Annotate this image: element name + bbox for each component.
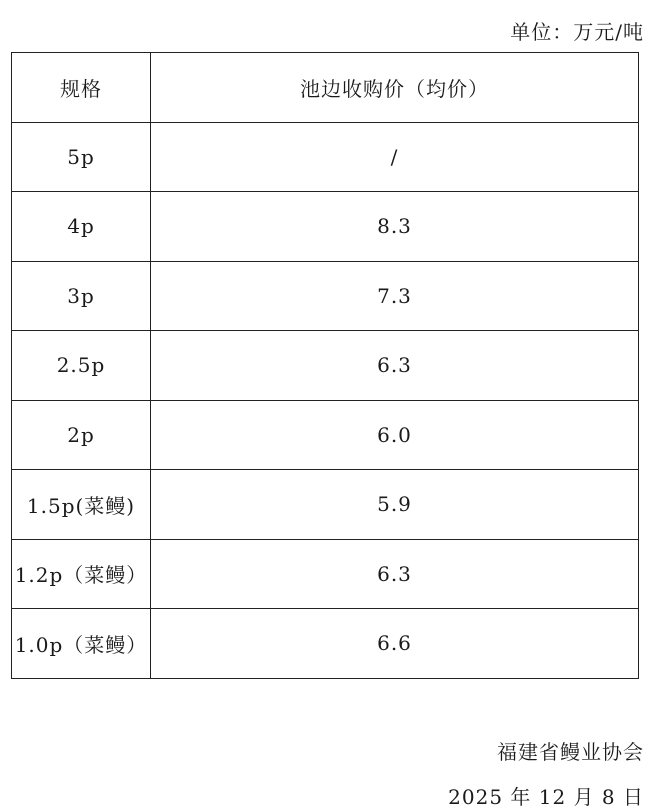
price-table [11,52,639,679]
spec-cell: 4p [12,192,151,262]
price-cell: 7.3 [151,261,639,331]
spec-cell: 2.5p [12,331,151,401]
price-cell: 5.9 [151,470,639,540]
price-cell: 6.3 [151,331,639,401]
table-row [12,539,639,609]
spec-cell: 5p [12,122,151,192]
table-row [12,122,639,192]
price-cell: 6.6 [151,609,639,679]
table-row [12,261,639,331]
issue-date: 2025 年 12 月 8 日 [448,785,644,809]
table-row [12,470,639,540]
header-price: 池边收购价（均价） [151,53,639,123]
spec-cell: 2p [12,400,151,470]
header-spec: 规格 [12,53,151,123]
table-header-row [12,53,639,123]
price-cell: 6.3 [151,539,639,609]
table-row [12,609,639,679]
organization-signature: 福建省鳗业协会 [497,740,644,764]
price-cell: 6.0 [151,400,639,470]
unit-note: 单位：万元/吨 [510,20,644,44]
price-cell: 8.3 [151,192,639,262]
spec-cell: 3p [12,261,151,331]
price-cell: / [151,122,639,192]
spec-cell: 1.2p（菜鳗） [12,539,151,609]
table-row [12,400,639,470]
spec-cell: 1.0p（菜鳗） [12,609,151,679]
spec-cell: 1.5p(菜鳗) [12,470,151,540]
table-row [12,331,639,401]
table-row [12,192,639,262]
